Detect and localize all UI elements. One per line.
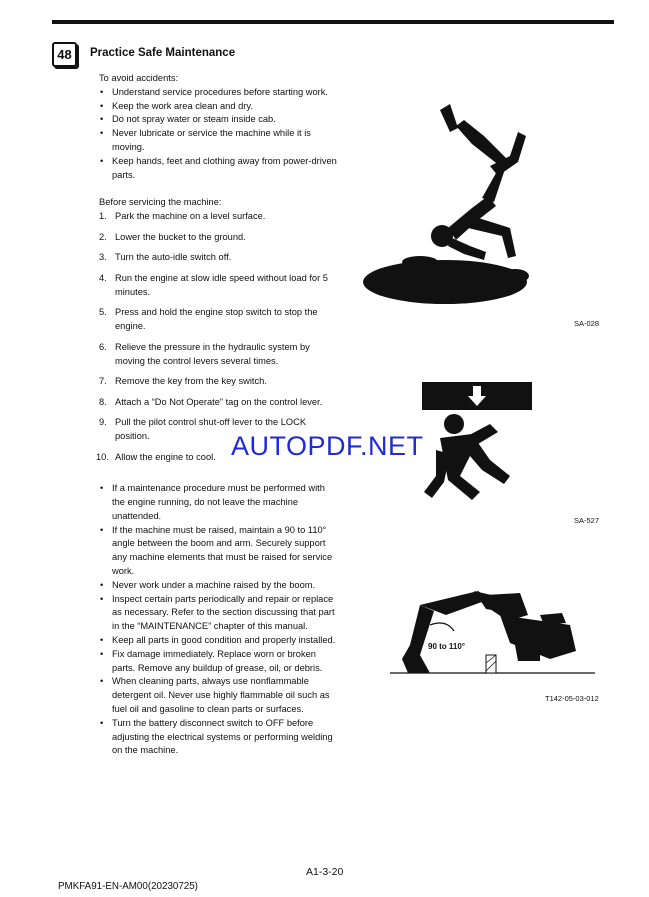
list-item: • Turn the battery disconnect switch to OFF before adjusting the electrical systems or performing welding on the machine.: [99, 717, 339, 758]
list-item: • Keep all parts in good condition and properly installed.: [99, 634, 339, 648]
list-item: • If the machine must be raised, maintain a 90 to 110° angle between the boom and arm. Securely support any machine elements that must be raised for service work.: [99, 524, 339, 579]
list-item: 4. Run the engine at slow idle speed without load for 5 minutes.: [99, 272, 328, 297]
watermark: AUTOPDF.NET: [231, 431, 424, 461]
list-item: • Keep hands, feet and clothing away from power-driven parts.: [99, 155, 339, 183]
list-item: • Fix damage immediately. Replace worn or broken parts. Remove any buildup of grease, oil, or debris.: [99, 648, 339, 676]
top-rule: [52, 20, 614, 24]
page-number: A1-3-20: [306, 866, 344, 878]
raised-excavator-icon: [390, 585, 600, 680]
figure-code: SA-028: [574, 319, 600, 328]
figure-code: SA-527: [574, 516, 600, 525]
list-item: 3. Turn the auto-idle switch off.: [99, 252, 232, 263]
intro-text: To avoid accidents:: [99, 73, 179, 83]
list-item: 10. Allow the engine to cool.: [96, 451, 216, 462]
document-code: PMKFA91-EN-AM00(20230725): [58, 881, 198, 892]
maintenance-rules-list: [99, 482, 339, 758]
before-servicing-heading: Before servicing the machine:: [99, 197, 222, 208]
list-item: • When cleaning parts, always use nonflammable detergent oil. Never use highly flammable oil such as fuel oil and gasoline to clean parts or surfaces.: [99, 675, 339, 716]
list-item: • Inspect certain parts periodically and repair or replace as necessary. Refer to the section discussing that part in the “MAINTENANCE” chapter of this manual.: [99, 593, 339, 634]
section-number-badge: 48: [52, 42, 77, 67]
list-item: 2. Lower the bucket to the ground.: [99, 231, 246, 242]
list-item: • Understand service procedures before starting work.: [99, 86, 339, 100]
list-item: 9. Pull the pilot control shut-off lever to the LOCK position.: [99, 417, 307, 442]
list-item: 8. Attach a “Do Not Operate” tag on the control lever.: [99, 396, 323, 407]
list-item: 6. Relieve the pressure in the hydraulic system by moving the control levers several times.: [99, 341, 310, 366]
list-item: 7. Remove the key from the key switch.: [99, 376, 267, 387]
list-item: • Never work under a machine raised by the boom.: [99, 579, 339, 593]
falling-object-icon: [420, 380, 560, 515]
list-item: • Keep the work area clean and dry.: [99, 100, 339, 114]
list-item: • Never lubricate or service the machine while it is moving.: [99, 127, 339, 155]
slipping-person-icon: [360, 96, 540, 316]
angle-label: 90 to 110°: [428, 642, 465, 651]
figure-code: T142-05-03-012: [545, 694, 599, 703]
precautions-list: [99, 86, 339, 183]
list-item: • Do not spray water or steam inside cab.: [99, 113, 339, 127]
body-text: [96, 72, 339, 758]
steps-list: [96, 210, 339, 464]
section-title: Practice Safe Maintenance: [90, 47, 236, 59]
list-item: 1. Park the machine on a level surface.: [99, 211, 266, 222]
list-item: 5. Press and hold the engine stop switch to stop the engine.: [99, 307, 318, 332]
list-item: • If a maintenance procedure must be performed with the engine running, do not leave the machine unattended.: [99, 482, 339, 523]
